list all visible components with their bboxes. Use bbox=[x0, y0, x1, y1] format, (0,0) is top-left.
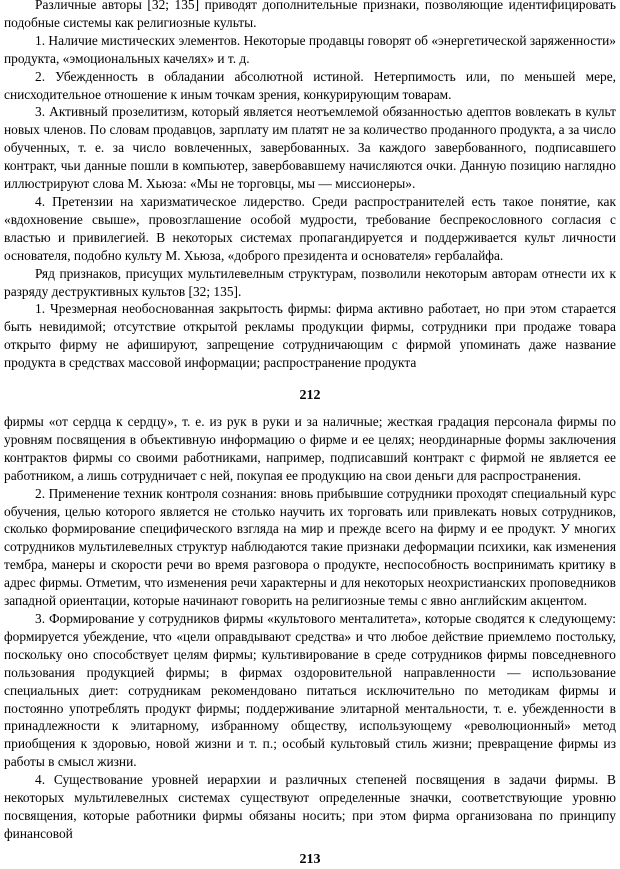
paragraph: 3. Формирование у сотрудников фирмы «культового менталитета», которые сводятся к следующему: формируется убеждение, что «цели оправдывают средства» и что любое действие приемлемо постольку, поскольку оно способствует целям фирмы; культивирование в среде сотрудников фирмы повседневного пользования продукцией фирмы; в фирмах оздоровительной направленности — использование специальных диет: сотрудникам рекомендовано питаться исключительно по методикам фирмы и постоянно употреблять продукт фирмы; поддерживание элитарной ментальности, т. е. убежденности в принадлежности к элитарному, избранному обществу, использующему «революционный» метод приобщения к здоровью, новой жизни и т. п.; особый культовый стиль жизни; превращение фирмы из работы в смысл жизни. bbox=[4, 610, 616, 770]
paragraph: фирмы «от сердца к сердцу», т. е. из рук в руки и за наличные; жесткая градация персонала фирмы по уровням посвящения в объективную информацию о фирме и ее целях; неординарные формы заключения контрактов фирмы со своими работниками, например, подписавший контракт с фирмой не является ее работником, а лишь сотрудничает с ней, покупая ее продукцию на свои деньги для распространения. bbox=[4, 414, 616, 483]
paragraph: 4. Претензии на харизматическое лидерство. Среди распространителей есть такое понятие, как «вдохновение свыше», провозглашение особой мудрости, требование беспрекословного согласия с властью и привилегией. В некоторых системах пропагандируется и поддерживается культ личности основателя, подобно культу М. Хьюза, «доброго президента и основателя» гербалайфа. bbox=[4, 193, 616, 263]
paragraph: 2. Убежденность в обладании абсолютной истиной. Нетерпимость или, по меньшей мере, снисходительное отношение к иным точкам зрения, конкурирующим товарам. bbox=[4, 68, 616, 102]
paragraph: Ряд признаков, присущих мультилевелным структурам, позволили некоторым авторам отнести их к разряду деструктивных культов [32; 135]. bbox=[4, 265, 616, 299]
paragraph: 3. Активный прозелитизм, который является неотъемлемой обязанностью адептов вовлекать в культ новых членов. По словам продавцов, зарплату им платят не за количество проданного продукта, а за число обученных, т. е. за число вовлеченных, завербованных. За каждого завербованного, подписавшего контракт, чьи данные пошли в компьютер, завербовавшему начисляются очки. Данную позицию наглядно иллюстрируют слова М. Хьюза: «Мы не торговцы, мы — миссионеры». bbox=[4, 104, 616, 192]
page-number: 213 bbox=[299, 852, 321, 867]
page-213-text bbox=[0, 413, 620, 843]
page-212-text bbox=[0, 0, 620, 372]
paragraph: 1. Чрезмерная необоснованная закрытость фирмы: фирма активно работает, но при этом старается быть невидимой; отсутствие открытой рекламы продукции фирмы, сотрудники при продаже товара открыто фирму не афишируют, запрещение сотрудничающим с фирмой упоминать даже название продукта в средствах массовой информации; распространение продукта bbox=[4, 301, 616, 371]
paragraph: Различные авторы [32; 135] приводят дополнительные признаки, позволяющие идентифицировать подобные системы как религиозные культы. bbox=[4, 0, 616, 30]
page-number: 212 bbox=[299, 388, 321, 403]
paragraph: 4. Существование уровней иерархии и различных степеней посвящения в задачи фирмы. В некоторых мультилевелных системах существуют определенные значки, соответствующие уровню посвящения, которые работники фирмы обязаны носить; при этом фирма организована по принципу финансовой bbox=[4, 772, 616, 841]
paragraph: 1. Наличие мистических элементов. Некоторые продавцы говорят об «энергетической заряженности» продукта, «эмоциональных качелях» и т. д. bbox=[4, 32, 616, 66]
paragraph: 2. Применение техник контроля сознания: вновь прибывшие сотрудники проходят специальный курс обучения, целью которого является не столько научить их торговать или привлекать новых сотрудников, сколько формирование специфического взгляда на мир и прежде всего на фирму и ее продукт. У многих сотрудников мультилевелных структур наблюдаются такие признаки деформации психики, как изменения тембра, манеры и скорости речи во время разговора о продукте, неспособность воспринимать критику в адрес фирмы. Отметим, что изменения речи характерны и для некоторых неохристианских проповедников западной ориентации, которые начинают говорить на религиозные темы с явно английским акцентом. bbox=[4, 485, 616, 609]
